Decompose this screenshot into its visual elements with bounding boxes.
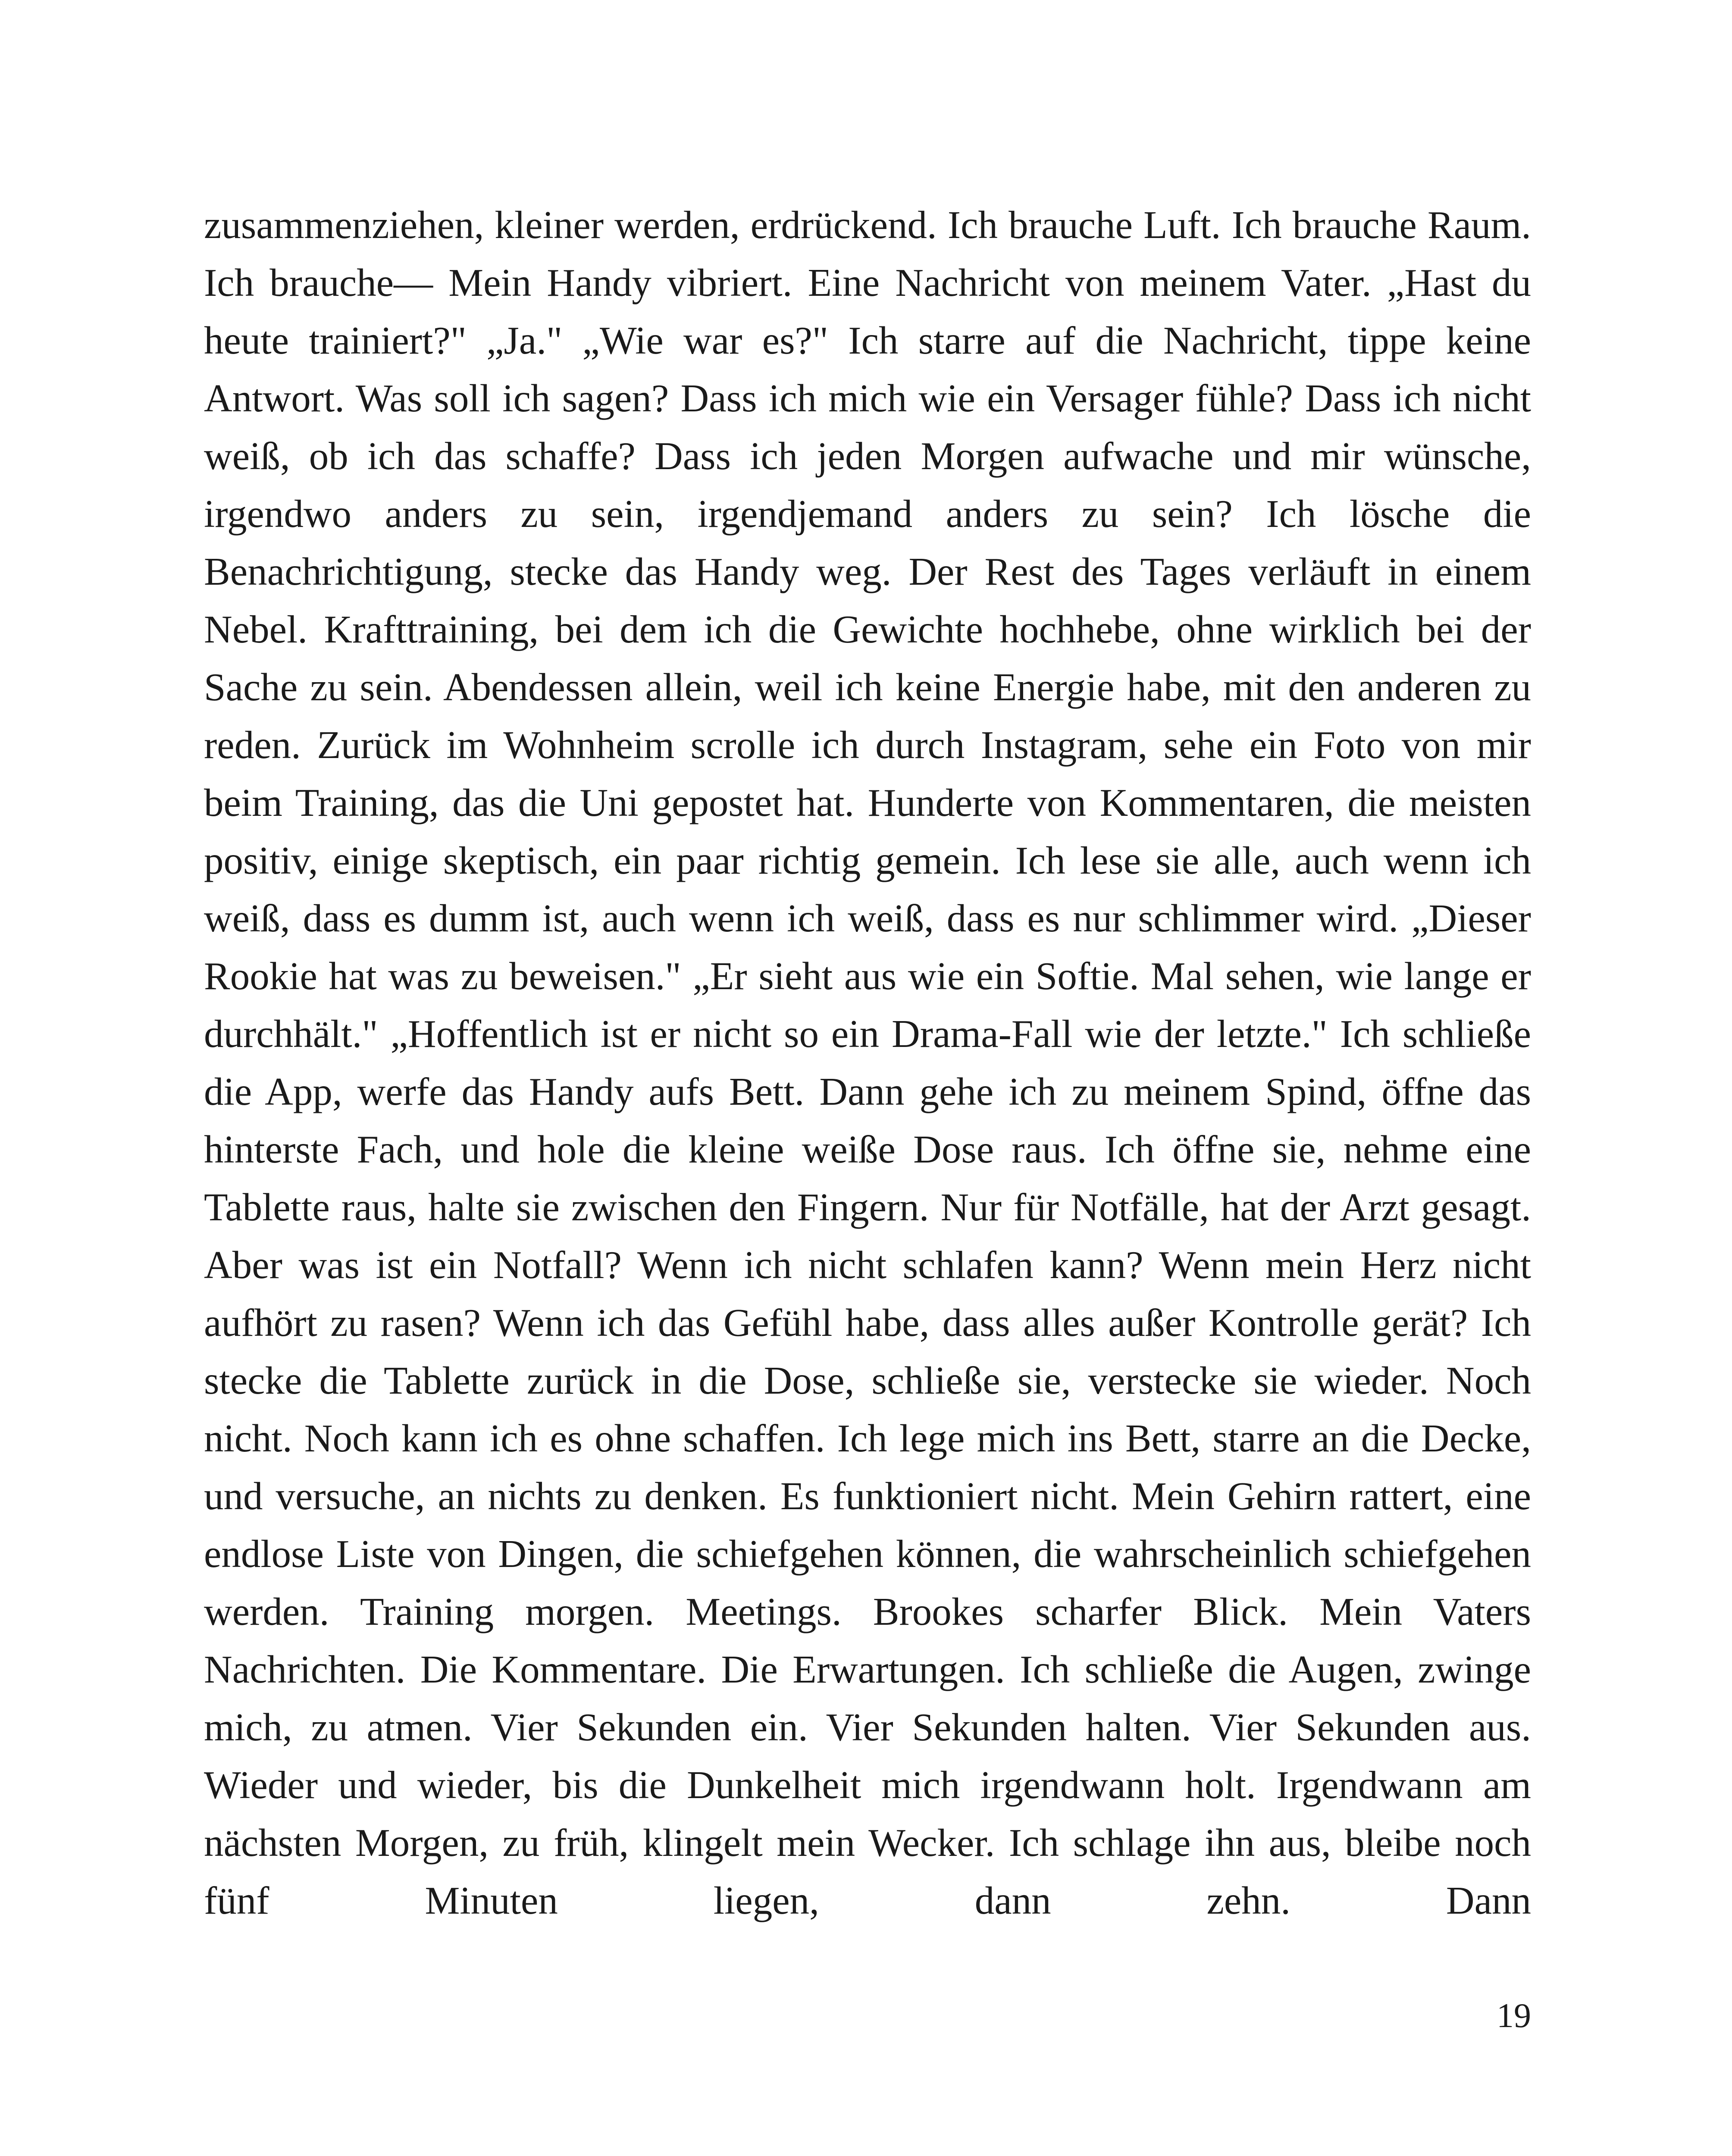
page-number: 19: [1497, 1997, 1531, 2035]
body-paragraph: zusammenziehen, kleiner werden, erdrückend. Ich brauche Luft. Ich brauche Raum. Ich brauche— Mein Handy vibriert. Eine Nachricht von meinem Vater. „Hast du heute trainiert?" „Ja." „Wie war es?" Ich starre auf die Nachricht, tippe keine Antwort. Was soll ich sagen? Dass ich mich wie ein Versager fühle? Dass ich nicht weiß, ob ich das schaffe? Dass ich jeden Morgen aufwache und mir wünsche, irgendwo anders zu sein, irgendjemand anders zu sein? Ich lösche die Benachrichtigung, stecke das Handy weg. Der Rest des Tages verläuft in einem Nebel. Krafttraining, bei dem ich die Gewichte hochhebe, ohne wirklich bei der Sache zu sein. Abendessen allein, weil ich keine Energie habe, mit den anderen zu reden. Zurück im Wohnheim scrolle ich durch Instagram, sehe ein Foto von mir beim Training, das die Uni gepostet hat. Hunderte von Kommentaren, die meisten positiv, einige skeptisch, ein paar richtig gemein. Ich lese sie alle, auch wenn ich weiß, dass es dumm ist, auch wenn ich weiß, dass es nur schlimmer wird. „Dieser Rookie hat was zu beweisen." „Er sieht aus wie ein Softie. Mal sehen, wie lange er durchhält." „Hoffentlich ist er nicht so ein Drama-Fall wie der letzte." Ich schließe die App, werfe das Handy aufs Bett. Dann gehe ich zu meinem Spind, öffne das hinterste Fach, und hole die kleine weiße Dose raus. Ich öffne sie, nehme eine Tablette raus, halte sie zwischen den Fingern. Nur für Notfälle, hat der Arzt gesagt. Aber was ist ein Notfall? Wenn ich nicht schlafen kann? Wenn mein Herz nicht aufhört zu rasen? Wenn ich das Gefühl habe, dass alles außer Kontrolle gerät? Ich stecke die Tablette zurück in die Dose, schließe sie, verstecke sie wieder. Noch nicht. Noch kann ich es ohne schaffen. Ich lege mich ins Bett, starre an die Decke, und versuche, an nichts zu denken. Es funktioniert nicht. Mein Gehirn rattert, eine endlose Liste von Dingen, die schiefgehen können, die wahrscheinlich schiefgehen werden. Training morgen. Meetings. Brookes scharfer Blick. Mein Vaters Nachrichten. Die Kommentare. Die Erwartungen. Ich schließe die Augen, zwinge mich, zu atmen. Vier Sekunden ein. Vier Sekunden halten. Vier Sekunden aus. Wieder und wieder, bis die Dunkelheit mich irgendwann holt. Irgendwann am nächsten Morgen, zu früh, klingelt mein Wecker. Ich schlage ihn aus, bleibe noch fünf Minuten liegen, dann zehn. Dann: [204, 203, 1531, 1922]
